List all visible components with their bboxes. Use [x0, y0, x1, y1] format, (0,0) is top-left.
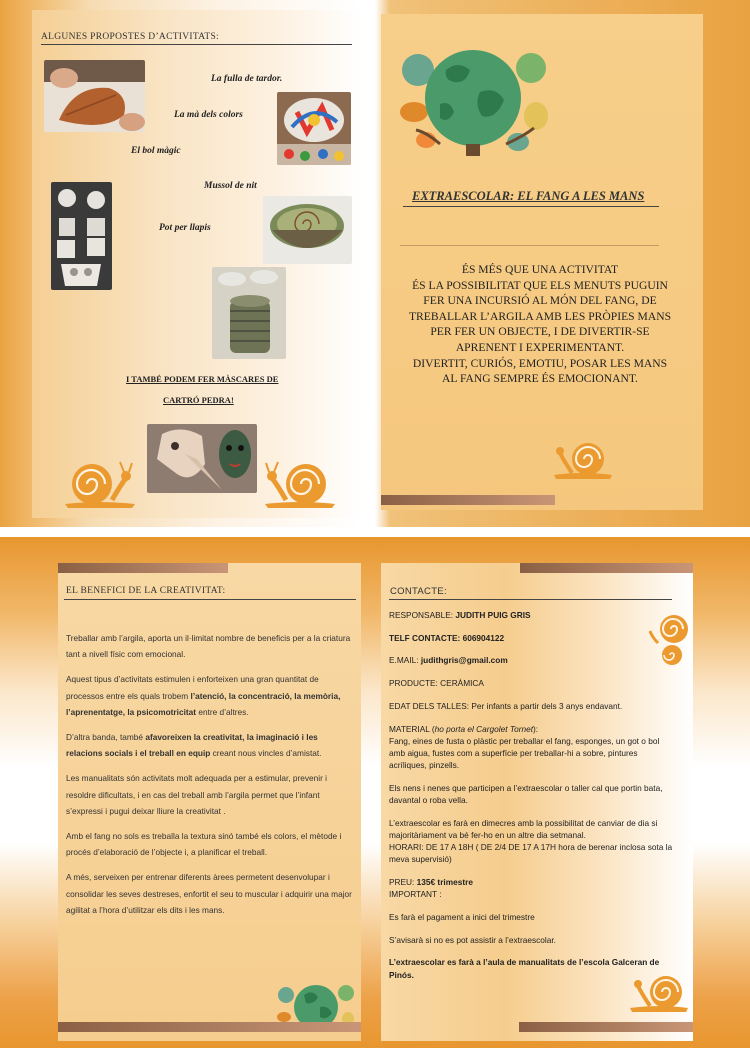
contact-line: MATERIAL (ho porta el Cargolet Tornet): Fang, eines de fusta o plàstic per treballar el fang, esponges, un got o bol amb aigua, fustes com a superfície per treballar-hi a sobre, pintures acríliques, pinzells.: [389, 723, 660, 771]
bowl-photo: [263, 196, 352, 264]
snail-icon: [626, 968, 692, 1017]
paragraph: A més, serveixen per entrenar diferents àrees permetent desenvolupar i consolidar les seves destreses, enfortit el seu to muscular i adquirir una major agilitat a l’hora d’utilitzar els dits i les mans.: [66, 872, 352, 916]
pencil-pot-photo: [212, 267, 286, 359]
activity-label: La fulla de tardor.: [211, 74, 283, 84]
brochure-inside: [0, 537, 750, 1048]
heading-rule: [41, 44, 352, 45]
intro-line: AL FANG SEMPRE ÉS EMOCIONANT.: [442, 372, 638, 386]
intro-line: ÉS MÉS QUE UNA ACTIVITAT: [461, 263, 619, 276]
contact-line: PREU: 135€ trimestre: [389, 877, 473, 888]
paragraph: D’altra banda, també afavoreixen la creativitat, la imaginació i les relacions socials i el treball en equip creant nous vincles d’amistat.: [66, 732, 322, 759]
intro-line: APRENENT I EXPERIMENTANT.: [455, 340, 625, 354]
paragraph: Amb el fang no sols es treballa la textura sinó també els colors, el mètode i procés d’elaboració de l’objecte i, a planificar el treball.: [66, 831, 342, 858]
paragraph: Treballar amb l’argila, aporta un il·limitat nombre de beneficis per a la criatura tant a nivell físic com emocional.: [66, 633, 351, 660]
contact-line: TELF CONTACTE: 606904122: [389, 632, 505, 643]
snail-icon: [60, 456, 140, 513]
contact-line: S’avisarà si no es pot assistir a l’extraescolar.: [389, 934, 556, 945]
masks-text: CARTRÓ PEDRA!: [163, 395, 234, 405]
contact-line: Es farà el pagament a inici del trimestre: [389, 911, 535, 922]
contact-line: RESPONSABLE: JUDITH PUIG GRIS: [389, 610, 531, 620]
contact-text: [389, 609, 675, 991]
contact-line: Els nens i nenes que participen a l’extraescolar o taller cal que portin bata, davantal o roba vella.: [389, 782, 663, 806]
contact-line: L’extraescolar es farà a l’aula de manualitats de l’escola Galceran de Pinós.: [389, 957, 660, 980]
leaf-photo: [44, 60, 145, 132]
paragraph: Les manualitats són activitats molt adequada per a estimular, prevenir i resoldre dificultats, i en cas del treball amb l’argila permet que l’infant s’expressi i pugui deixar lliure la creativitat .: [66, 773, 328, 817]
snail-icon: [648, 607, 692, 676]
benefits-heading: EL BENEFICI DE LA CREATIVITAT:: [66, 586, 226, 596]
intro-line: PER FER UN OBJECTE, I DE DIVERTIR-SE: [430, 325, 650, 339]
intro-line: ÉS LA POSSIBILITAT QUE ELS MENUTS PUGUIN: [412, 278, 668, 292]
intro-line: TREBALLAR L’ARGILA AMB LES PRÒPIES MANS: [408, 309, 672, 323]
snail-icon: [550, 435, 616, 484]
snail-icon: [260, 456, 340, 513]
activity-label: La mà dels colors: [174, 110, 243, 120]
decor-bar: [520, 563, 693, 573]
contact-line: L’extraescolar es farà en dimecres amb la possibilitat de canviar de dia si majoritàriament va bé fer-ho en un altre dia setmanal.: [389, 817, 658, 840]
activity-label: El bol màgic: [131, 146, 181, 156]
contact-line: HORARI: DE 17 A 18H ( DE 2/4 DE 17 A 17H hora de berenar inclosa sota la meva supervisió): [389, 842, 673, 865]
globe-tree-icon: [396, 40, 550, 163]
paragraph: Aquest tipus d’activitats estimulen i enforteixen una gran quantitat de processos entre els quals trobem l’atenció, la concentració, la memòria, l’aprenentatge, la psicomotricitat entre d’altres.: [66, 674, 341, 718]
contact-line: IMPORTANT :: [389, 889, 442, 900]
divider: [400, 245, 659, 246]
activity-label: Mussol de nit: [204, 181, 257, 191]
intro-text: [394, 262, 686, 387]
contact-line: EDAT DELS TALLES: Per infants a partir dels 3 anys endavant.: [389, 700, 623, 711]
intro-line: DIVERTIT, CURIÓS, EMOTIU, POSAR LES MANS: [412, 356, 668, 370]
contact-line: PRODUCTE: CERÀMICA: [389, 678, 484, 689]
contact-heading: CONTACTE:: [390, 586, 447, 597]
page-title: EXTRAESCOLAR: EL FANG A LES MANS: [412, 189, 645, 203]
contact-line: E.MAIL: judithgris@gmail.com: [389, 655, 508, 666]
title-rule: [403, 206, 659, 207]
benefits-text: [66, 630, 356, 927]
masks-text: I TAMBÉ PODEM FER MÀSCARES DE: [126, 374, 279, 384]
heading-rule: [389, 599, 672, 600]
color-hand-photo: [277, 92, 351, 165]
masks-photo: [147, 424, 257, 493]
owl-photo: [51, 182, 112, 290]
activities-heading: ALGUNES PROPOSTES D’ACTIVITATS:: [41, 32, 219, 42]
decor-bar: [58, 563, 228, 573]
activity-label: Pot per llapis: [159, 223, 211, 233]
decor-bar: [58, 1022, 361, 1032]
decor-bar: [381, 495, 555, 505]
heading-rule: [64, 599, 356, 600]
decor-bar: [519, 1022, 693, 1032]
intro-line: FER UNA INCURSIÓ AL MÓN DEL FANG, DE: [423, 294, 657, 308]
